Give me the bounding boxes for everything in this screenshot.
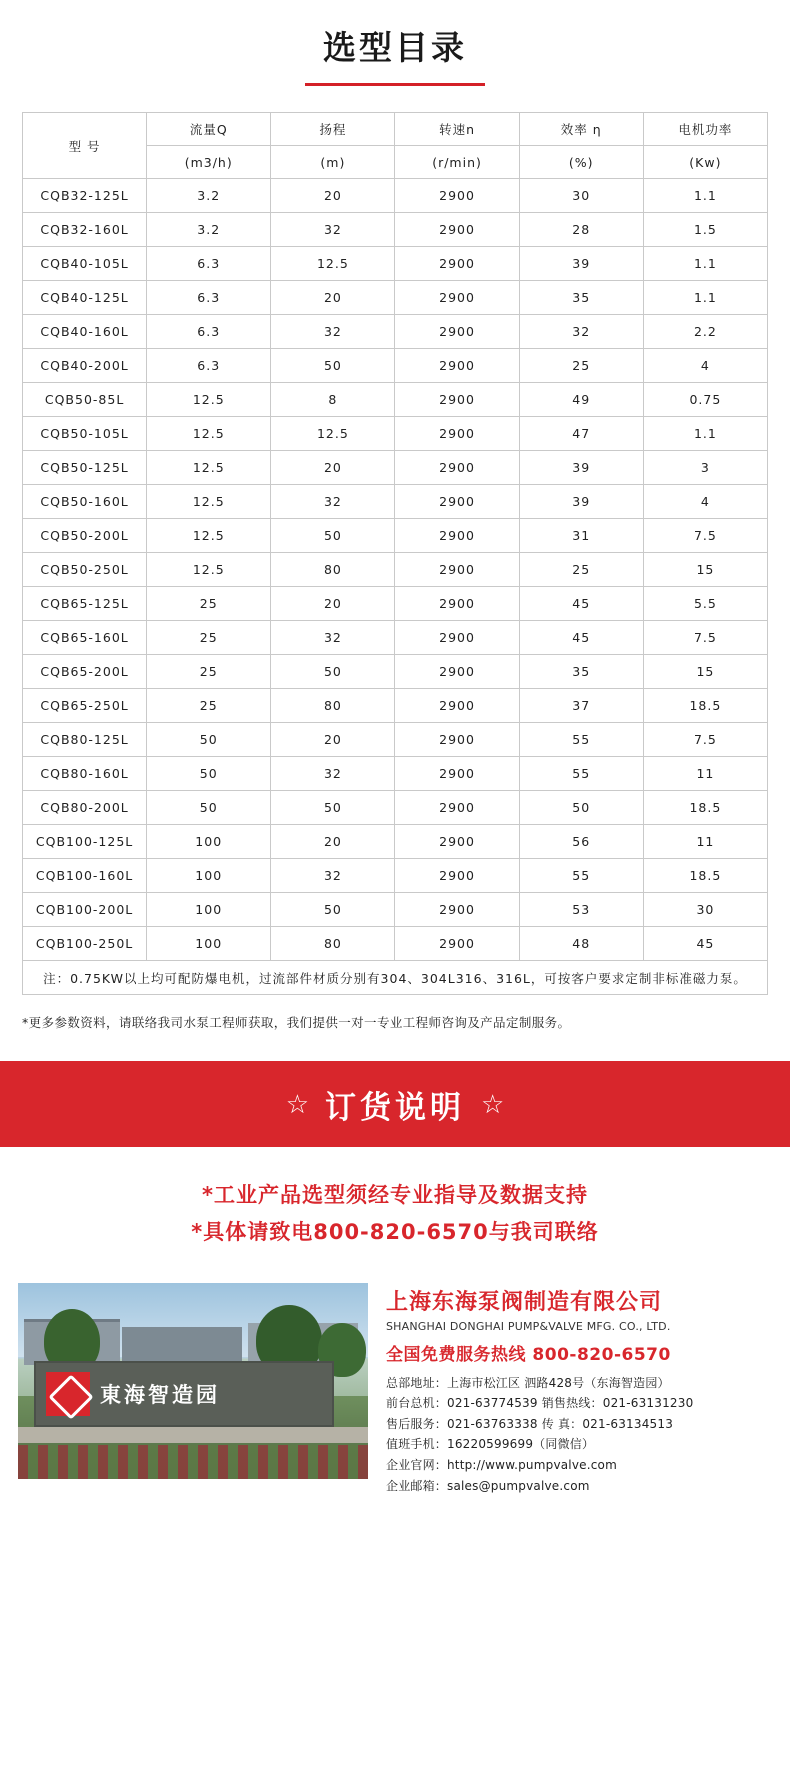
cell-head: 32 xyxy=(271,485,395,519)
header-efficiency: 效率 η xyxy=(519,113,643,146)
unit-efficiency: (%) xyxy=(519,146,643,179)
cell-head: 50 xyxy=(271,791,395,825)
cell-efficiency: 37 xyxy=(519,689,643,723)
cell-speed: 2900 xyxy=(395,689,519,723)
cell-flow: 12.5 xyxy=(147,451,271,485)
photo-sign xyxy=(34,1361,334,1427)
cell-speed: 2900 xyxy=(395,723,519,757)
cell-power: 11 xyxy=(643,825,767,859)
cell-head: 50 xyxy=(271,349,395,383)
spec-table-zone xyxy=(0,86,790,995)
cell-speed: 2900 xyxy=(395,179,519,213)
cell-flow: 3.2 xyxy=(147,179,271,213)
company-contact-list xyxy=(386,1373,772,1497)
order-line-1: *工业产品选型须经专业指导及数据支持 xyxy=(202,1183,588,1207)
cell-efficiency: 55 xyxy=(519,723,643,757)
table-row xyxy=(23,349,768,383)
cell-head: 50 xyxy=(271,519,395,553)
cell-head: 32 xyxy=(271,621,395,655)
cell-model: CQB40-200L xyxy=(23,349,147,383)
cell-model: CQB65-250L xyxy=(23,689,147,723)
cell-head: 20 xyxy=(271,281,395,315)
cell-power: 5.5 xyxy=(643,587,767,621)
cell-efficiency: 25 xyxy=(519,349,643,383)
cell-speed: 2900 xyxy=(395,587,519,621)
cell-flow: 100 xyxy=(147,825,271,859)
cell-flow: 6.3 xyxy=(147,281,271,315)
cell-power: 15 xyxy=(643,553,767,587)
cell-speed: 2900 xyxy=(395,417,519,451)
cell-flow: 3.2 xyxy=(147,213,271,247)
contact-address: 总部地址：上海市松江区 泗路428号（东海智造园） xyxy=(386,1375,670,1390)
star-left-icon: ☆ xyxy=(285,1089,309,1119)
company-logo-icon xyxy=(46,1372,90,1416)
cell-model: CQB100-125L xyxy=(23,825,147,859)
cell-power: 4 xyxy=(643,485,767,519)
cell-speed: 2900 xyxy=(395,383,519,417)
cell-head: 20 xyxy=(271,587,395,621)
photo-sign-text: 東海智造园 xyxy=(100,1382,220,1407)
cell-head: 8 xyxy=(271,383,395,417)
table-row xyxy=(23,893,768,927)
cell-efficiency: 35 xyxy=(519,281,643,315)
table-row xyxy=(23,859,768,893)
cell-efficiency: 39 xyxy=(519,451,643,485)
cell-efficiency: 55 xyxy=(519,757,643,791)
cell-power: 15 xyxy=(643,655,767,689)
cell-flow: 100 xyxy=(147,927,271,961)
cell-head: 20 xyxy=(271,825,395,859)
header-speed: 转速n xyxy=(395,113,519,146)
cell-model: CQB80-125L xyxy=(23,723,147,757)
cell-flow: 50 xyxy=(147,757,271,791)
table-row xyxy=(23,315,768,349)
cell-efficiency: 48 xyxy=(519,927,643,961)
cell-head: 32 xyxy=(271,859,395,893)
table-head xyxy=(23,113,768,179)
cell-speed: 2900 xyxy=(395,927,519,961)
cell-efficiency: 30 xyxy=(519,179,643,213)
cell-head: 12.5 xyxy=(271,417,395,451)
sub-note: *更多参数资料，请联络我司水泵工程师获取，我们提供一对一专业工程师咨询及产品定制服务。 xyxy=(22,1015,571,1030)
company-name-cn: 上海东海泵阀制造有限公司 xyxy=(386,1289,663,1315)
table-note: 注：0.75KW以上均可配防爆电机，过流部件材质分别有304、304L316、316L，可按客户要求定制非标准磁力泵。 xyxy=(23,961,768,995)
cell-power: 11 xyxy=(643,757,767,791)
cell-flow: 6.3 xyxy=(147,247,271,281)
cell-power: 3 xyxy=(643,451,767,485)
cell-efficiency: 39 xyxy=(519,247,643,281)
cell-head: 50 xyxy=(271,655,395,689)
cell-power: 7.5 xyxy=(643,519,767,553)
cell-model: CQB100-250L xyxy=(23,927,147,961)
order-lines xyxy=(0,1147,790,1277)
table-row xyxy=(23,689,768,723)
cell-model: CQB40-160L xyxy=(23,315,147,349)
cell-power: 4 xyxy=(643,349,767,383)
cell-flow: 100 xyxy=(147,859,271,893)
cell-efficiency: 53 xyxy=(519,893,643,927)
table-row xyxy=(23,757,768,791)
cell-model: CQB65-125L xyxy=(23,587,147,621)
table-row xyxy=(23,655,768,689)
cell-model: CQB50-160L xyxy=(23,485,147,519)
page-title: 选型目录 xyxy=(323,28,467,67)
header-flow: 流量Q xyxy=(147,113,271,146)
spec-table xyxy=(22,112,768,995)
cell-efficiency: 50 xyxy=(519,791,643,825)
cell-head: 80 xyxy=(271,553,395,587)
cell-flow: 12.5 xyxy=(147,383,271,417)
cell-efficiency: 47 xyxy=(519,417,643,451)
cell-speed: 2900 xyxy=(395,349,519,383)
cell-flow: 6.3 xyxy=(147,315,271,349)
company-info xyxy=(386,1283,772,1497)
cell-speed: 2900 xyxy=(395,791,519,825)
contact-aftersales: 售后服务：021-63763338 传 真：021-63134513 xyxy=(386,1416,674,1431)
cell-power: 18.5 xyxy=(643,791,767,825)
cell-model: CQB32-160L xyxy=(23,213,147,247)
cell-model: CQB65-200L xyxy=(23,655,147,689)
cell-speed: 2900 xyxy=(395,451,519,485)
cell-speed: 2900 xyxy=(395,655,519,689)
table-row xyxy=(23,213,768,247)
header-power: 电机功率 xyxy=(643,113,767,146)
cell-model: CQB50-200L xyxy=(23,519,147,553)
cell-head: 12.5 xyxy=(271,247,395,281)
table-row xyxy=(23,485,768,519)
cell-head: 80 xyxy=(271,927,395,961)
cell-speed: 2900 xyxy=(395,859,519,893)
cell-flow: 6.3 xyxy=(147,349,271,383)
cell-speed: 2900 xyxy=(395,553,519,587)
table-row xyxy=(23,927,768,961)
cell-efficiency: 45 xyxy=(519,621,643,655)
cell-head: 32 xyxy=(271,213,395,247)
cell-efficiency: 55 xyxy=(519,859,643,893)
contact-email: 企业邮箱：sales@pumpvalve.com xyxy=(386,1478,590,1493)
table-row xyxy=(23,281,768,315)
cell-power: 18.5 xyxy=(643,859,767,893)
cell-speed: 2900 xyxy=(395,825,519,859)
cell-flow: 12.5 xyxy=(147,417,271,451)
contact-mobile: 值班手机：16220599699（同微信） xyxy=(386,1437,595,1452)
header-model: 型 号 xyxy=(23,113,147,179)
cell-speed: 2900 xyxy=(395,893,519,927)
cell-head: 32 xyxy=(271,757,395,791)
factory-photo xyxy=(18,1283,368,1479)
table-row xyxy=(23,519,768,553)
contact-website: 企业官网：http://www.pumpvalve.com xyxy=(386,1458,617,1472)
cell-power: 30 xyxy=(643,893,767,927)
cell-power: 18.5 xyxy=(643,689,767,723)
cell-model: CQB100-200L xyxy=(23,893,147,927)
cell-model: CQB65-160L xyxy=(23,621,147,655)
table-row xyxy=(23,553,768,587)
cell-model: CQB40-105L xyxy=(23,247,147,281)
cell-model: CQB80-200L xyxy=(23,791,147,825)
cell-flow: 25 xyxy=(147,689,271,723)
cell-efficiency: 45 xyxy=(519,587,643,621)
cell-power: 0.75 xyxy=(643,383,767,417)
cell-model: CQB32-125L xyxy=(23,179,147,213)
cell-flow: 25 xyxy=(147,621,271,655)
cell-model: CQB50-250L xyxy=(23,553,147,587)
cell-flow: 100 xyxy=(147,893,271,927)
cell-efficiency: 32 xyxy=(519,315,643,349)
table-row xyxy=(23,791,768,825)
cell-flow: 12.5 xyxy=(147,485,271,519)
cell-flow: 50 xyxy=(147,723,271,757)
cell-model: CQB80-160L xyxy=(23,757,147,791)
table-row xyxy=(23,383,768,417)
table-row xyxy=(23,451,768,485)
order-line-2: *具体请致电800-820-6570与我司联络 xyxy=(191,1219,599,1244)
cell-power: 1.1 xyxy=(643,417,767,451)
cell-model: CQB50-85L xyxy=(23,383,147,417)
cell-power: 1.5 xyxy=(643,213,767,247)
order-banner xyxy=(0,1061,790,1147)
cell-speed: 2900 xyxy=(395,247,519,281)
cell-speed: 2900 xyxy=(395,281,519,315)
cell-power: 7.5 xyxy=(643,723,767,757)
cell-head: 32 xyxy=(271,315,395,349)
cell-head: 50 xyxy=(271,893,395,927)
cell-efficiency: 31 xyxy=(519,519,643,553)
table-row xyxy=(23,179,768,213)
cell-efficiency: 28 xyxy=(519,213,643,247)
table-row xyxy=(23,621,768,655)
order-banner-title: 订货说明 xyxy=(325,1089,465,1126)
cell-model: CQB100-160L xyxy=(23,859,147,893)
company-name-en: SHANGHAI DONGHAI PUMP&VALVE MFG. CO., LTD. xyxy=(386,1319,671,1333)
cell-head: 20 xyxy=(271,179,395,213)
table-row xyxy=(23,417,768,451)
cell-head: 20 xyxy=(271,451,395,485)
cell-efficiency: 49 xyxy=(519,383,643,417)
table-note-row xyxy=(23,961,768,995)
photo-path xyxy=(18,1427,368,1443)
cell-efficiency: 56 xyxy=(519,825,643,859)
cell-speed: 2900 xyxy=(395,485,519,519)
cell-efficiency: 35 xyxy=(519,655,643,689)
cell-power: 45 xyxy=(643,927,767,961)
cell-flow: 12.5 xyxy=(147,553,271,587)
cell-head: 20 xyxy=(271,723,395,757)
cell-speed: 2900 xyxy=(395,621,519,655)
cell-power: 1.1 xyxy=(643,179,767,213)
cell-model: CQB40-125L xyxy=(23,281,147,315)
cell-speed: 2900 xyxy=(395,315,519,349)
unit-power: (Kw) xyxy=(643,146,767,179)
table-row xyxy=(23,723,768,757)
cell-power: 1.1 xyxy=(643,247,767,281)
cell-efficiency: 39 xyxy=(519,485,643,519)
unit-head: (m) xyxy=(271,146,395,179)
cell-power: 7.5 xyxy=(643,621,767,655)
cell-model: CQB50-125L xyxy=(23,451,147,485)
unit-flow: (m3/h) xyxy=(147,146,271,179)
cell-speed: 2900 xyxy=(395,519,519,553)
photo-flowerbed xyxy=(18,1445,368,1479)
cell-power: 1.1 xyxy=(643,281,767,315)
title-section xyxy=(0,0,790,86)
cell-flow: 12.5 xyxy=(147,519,271,553)
cell-flow: 25 xyxy=(147,655,271,689)
table-row xyxy=(23,247,768,281)
footer xyxy=(0,1277,790,1527)
cell-speed: 2900 xyxy=(395,213,519,247)
header-head: 扬程 xyxy=(271,113,395,146)
cell-speed: 2900 xyxy=(395,757,519,791)
cell-model: CQB50-105L xyxy=(23,417,147,451)
cell-flow: 25 xyxy=(147,587,271,621)
cell-power: 2.2 xyxy=(643,315,767,349)
unit-speed: (r/min) xyxy=(395,146,519,179)
table-row xyxy=(23,825,768,859)
company-hotline: 全国免费服务热线 800-820-6570 xyxy=(386,1344,671,1365)
star-right-icon: ☆ xyxy=(481,1089,505,1119)
cell-flow: 50 xyxy=(147,791,271,825)
contact-switchboard: 前台总机：021-63774539 销售热线：021-63131230 xyxy=(386,1396,694,1411)
table-row xyxy=(23,587,768,621)
cell-efficiency: 25 xyxy=(519,553,643,587)
table-body xyxy=(23,179,768,995)
header-row-main xyxy=(23,113,768,146)
cell-head: 80 xyxy=(271,689,395,723)
